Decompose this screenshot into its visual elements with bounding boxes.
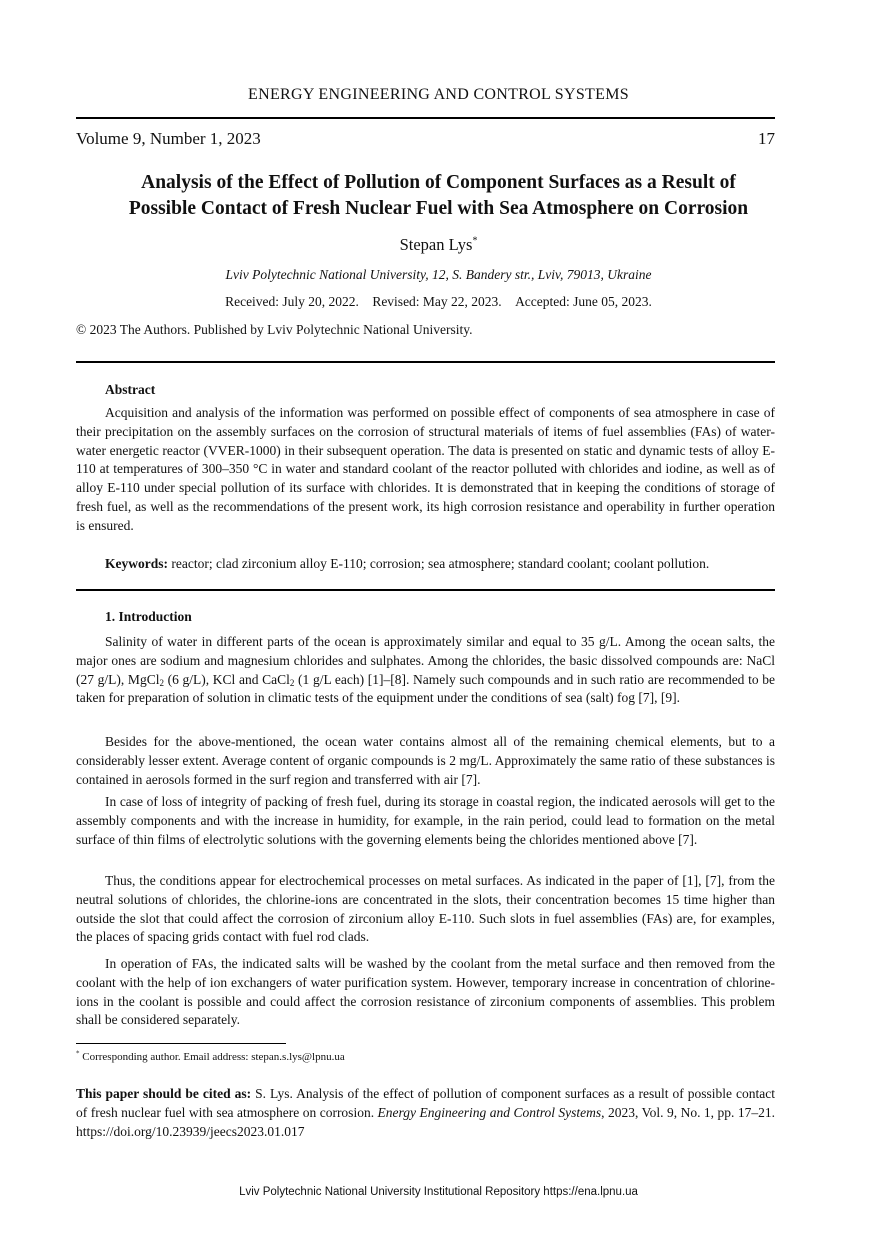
accepted-date: Accepted: June 05, 2023.	[515, 294, 652, 309]
affiliation: Lviv Polytechnic National University, 12, S. Bandery str., Lviv, 79013, Ukraine	[225, 267, 652, 282]
intro-paragraph-4: Thus, the conditions appear for electrochemical processes on metal surfaces. As indicated in the paper of [1], [7], from the neutral solutions of chlorides, the chlorine-ions are concentrated in the slots, their concentration becomes 15 time higher than outside the slot that could affect the corrosion of zirconium alloy E-110. Such slots in fuel assemblies (FAs) are, for examples, the places of spacing grids contact with fuel rod clads.	[76, 873, 775, 945]
journal-name: ENERGY ENGINEERING AND CONTROL SYSTEMS	[248, 86, 629, 103]
intro-paragraph-1: Salinity of water in different parts of the ocean is approximately similar and equal to 35 g/L. Among the ocean salts, the major ones are sodium and magnesium chlorides and sulphates. Among the chlorides, the basic dissolved compounds are: NaCl (27 g/L), MgCl$_2$ (6 g/L), KCl and CaCl$_2$ (1 g/L each) [1]–[8]. Namely such compounds and in such ratio are recommended to be taken for preparation of solution in climatic tests of the equipment under the conditions of sea (salt) fog [7], [9].	[76, 634, 775, 706]
abstract-text: Acquisition and analysis of the information was performed on possible effect of components of sea atmosphere in case of their precipitation on the assembly surfaces on the corrosion of structural materials of items of fuel assemblies (FAs) of water-water energetic reactor (VVER-1000) in their subsequent operation. The data is presented on static and dynamic tests of alloy E-110 at temperatures of 300–350 °C in water and standard coolant of the reactor polluted with chlorides and iodine, as well as of alloy E-110 under special pollution of its surface with chlorides. It is demonstrated that in keeping the conditions of storage of fresh fuel, as well as the recommendations of the present work, its high corrosion resistance and operability in further operation is ensured.	[76, 405, 775, 533]
intro-paragraph-3: In case of loss of integrity of packing of fresh fuel, during its storage in coastal region, the indicated aerosols will get to the assembly components and with the increase in humidity, for example, in the rain period, could lead to formation on the metal surface of thin films of electrolytic solutions with the governing elements being the chlorides mentioned above [7].	[76, 794, 775, 847]
abstract-bottom-rule	[76, 589, 775, 591]
keywords-label: Keywords:	[105, 556, 168, 571]
keywords-list: reactor; clad zirconium alloy E-110; corrosion; sea atmosphere; standard coolant; coolant pollution.	[171, 556, 710, 571]
received-date: Received: July 20, 2022.	[225, 294, 359, 309]
repository-footer: Lviv Polytechnic National University Institutional Repository https://ena.lpnu.ua	[239, 1186, 638, 1198]
citation-label: This paper should be cited as:	[76, 1086, 252, 1101]
footnote	[76, 1051, 345, 1063]
keywords	[105, 556, 709, 572]
article-title	[60, 170, 817, 222]
page-number: 17	[758, 129, 775, 148]
footnote-rule	[76, 1043, 286, 1044]
intro-paragraph-2: Besides for the above-mentioned, the ocean water contains almost all of the remaining chemical elements, but to a considerably lesser extent. Average content of organic compounds is 2 mg/L. Approximately the same ratio of these substances is contained in aerosols formed in the surf region and transferred with air [7].	[76, 734, 775, 787]
footnote-mark: *	[76, 1049, 80, 1058]
volume-line	[76, 129, 775, 149]
section-heading-introduction: 1. Introduction	[105, 609, 192, 624]
article-dates	[0, 294, 877, 310]
abstract-heading: Abstract	[105, 382, 156, 397]
header-rule	[76, 117, 775, 119]
title-line-2: Possible Contact of Fresh Nuclear Fuel with Sea Atmosphere on Corrosion	[128, 198, 749, 219]
revised-date: Revised: May 22, 2023.	[372, 294, 502, 309]
citation: This paper should be cited as: S. Lys. Analysis of the effect of pollution of component surfaces as a result of possible contact of fresh nuclear fuel with sea atmosphere on corrosion. Energy Engineering and Control Systems, 2023, Vol. 9, No. 1, pp. 17–21. https://doi.org/10.23939/jeecs2023.01.017	[76, 1086, 776, 1139]
citation-journal: Energy Engineering and Control Systems	[377, 1105, 602, 1120]
author	[0, 235, 877, 255]
author-name: Stepan Lys	[399, 235, 473, 254]
copyright-notice: © 2023 The Authors. Published by Lviv Polytechnic National University.	[76, 322, 473, 337]
author-mark: *	[472, 235, 478, 247]
title-line-1: Analysis of the Effect of Pollution of Component Surfaces as a Result of	[141, 172, 736, 193]
intro-paragraph-5: In operation of FAs, the indicated salts will be washed by the coolant from the metal surface and then removed from the coolant with the help of ion exchangers of water purification system. However, temporary increase in concentration of chlorine-ions in the coolant is possible and could affect the corrosion resistance of zirconium components of assemblies. This problem shall be considered separately.	[76, 956, 775, 1028]
footnote-text: Corresponding author. Email address: stepan.s.lys@lpnu.ua	[79, 1051, 345, 1063]
volume-info: Volume 9, Number 1, 2023	[76, 129, 261, 148]
abstract-top-rule	[76, 361, 775, 363]
